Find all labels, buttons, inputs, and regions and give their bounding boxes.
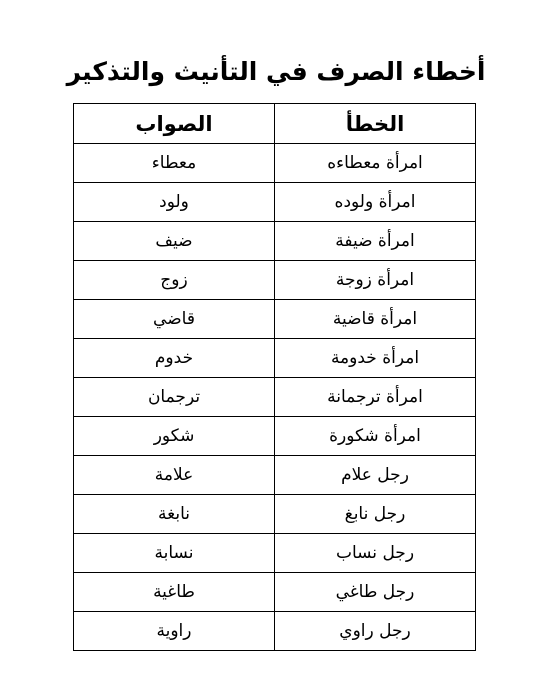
table-row (74, 573, 476, 612)
cell-wrong: امرأة شكورة (275, 417, 476, 456)
table-row (74, 261, 476, 300)
cell-correct: ولود (74, 183, 275, 222)
cell-correct: ضيف (74, 222, 275, 261)
page-title: أخطاء الصرف في التأنيث والتذكير (66, 57, 486, 86)
table-row (74, 417, 476, 456)
cell-correct: زوج (74, 261, 275, 300)
cell-correct: طاغية (74, 573, 275, 612)
cell-wrong: رجل نابغ (275, 495, 476, 534)
cell-wrong: امرأة معطاءه (275, 144, 476, 183)
table-row (74, 612, 476, 651)
table-row (74, 378, 476, 417)
table-row (74, 183, 476, 222)
cell-wrong: امرأة ترجمانة (275, 378, 476, 417)
cell-wrong: رجل طاغي (275, 573, 476, 612)
header-wrong: الخطأ (275, 104, 476, 144)
cell-wrong: رجل نساب (275, 534, 476, 573)
table-header-row (74, 104, 476, 144)
table-row (74, 534, 476, 573)
table-row (74, 300, 476, 339)
table-row (74, 339, 476, 378)
table-row (74, 495, 476, 534)
cell-wrong: امرأة ولوده (275, 183, 476, 222)
table-row (74, 456, 476, 495)
cell-wrong: امرأة قاضية (275, 300, 476, 339)
cell-correct: علامة (74, 456, 275, 495)
cell-correct: نابغة (74, 495, 275, 534)
cell-correct: شكور (74, 417, 275, 456)
correction-table (73, 103, 476, 651)
cell-correct: قاضي (74, 300, 275, 339)
table-row (74, 144, 476, 183)
cell-correct: راوية (74, 612, 275, 651)
cell-correct: ترجمان (74, 378, 275, 417)
table-row (74, 222, 476, 261)
cell-wrong: رجل علام (275, 456, 476, 495)
cell-wrong: امرأة خدومة (275, 339, 476, 378)
cell-wrong: امرأة ضيفة (275, 222, 476, 261)
header-correct: الصواب (74, 104, 275, 144)
cell-correct: معطاء (74, 144, 275, 183)
cell-correct: نسابة (74, 534, 275, 573)
cell-wrong: امرأة زوجة (275, 261, 476, 300)
cell-wrong: رجل راوي (275, 612, 476, 651)
cell-correct: خدوم (74, 339, 275, 378)
